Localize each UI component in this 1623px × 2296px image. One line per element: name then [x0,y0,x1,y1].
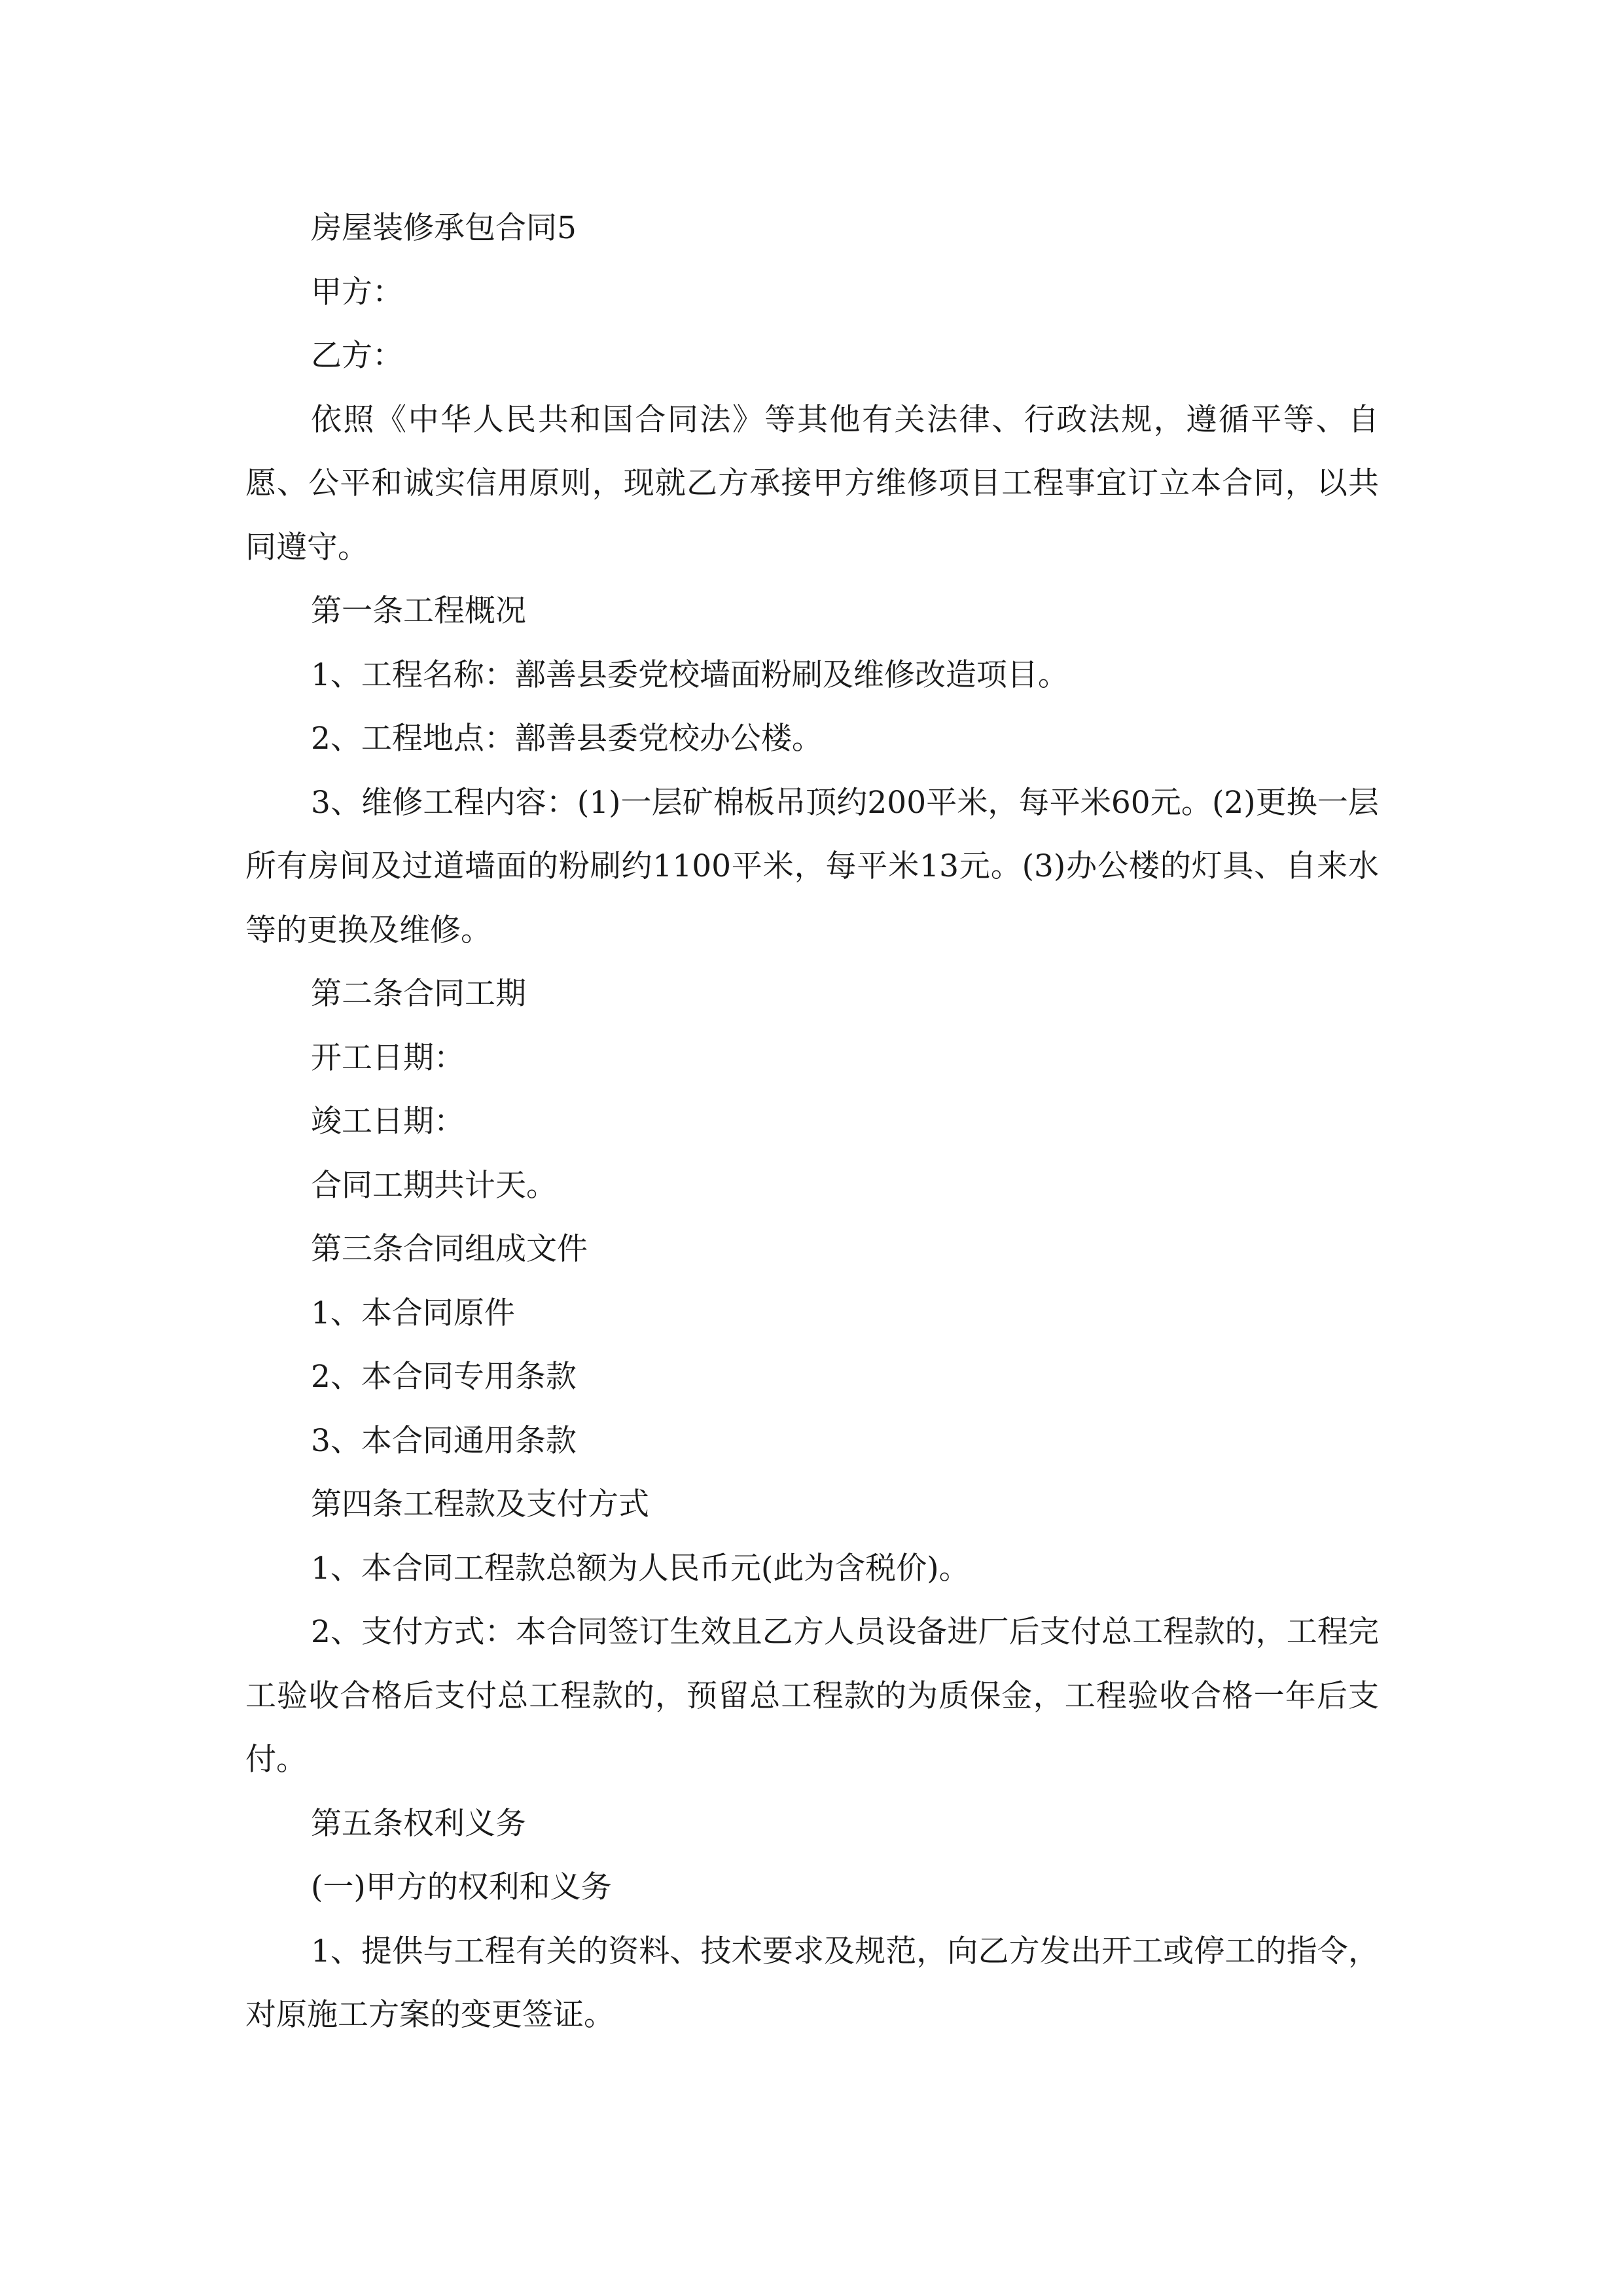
article5-sub1: (一)甲方的权利和义务 [311,1869,612,1905]
article3-item3: 3、本合同通用条款 [311,1422,577,1459]
document-body [245,196,1379,2047]
party-a-line: 甲方： [311,274,403,310]
article2-start-date: 开工日期： [311,1039,465,1076]
intro-paragraph: 依照《中华人民共和国合同法》等其他有关法律、行政法规，遵循平等、自愿、公平和诚实信用原则，现就乙方承接甲方维修项目工程事宜订立本合同，以共同遵守。 [245,401,1379,565]
party-b-line: 乙方： [311,338,403,374]
article4-item2: 2、支付方式：本合同签订生效且乙方人员设备进厂后支付总工程款的，工程完工验收合格后支付总工程款的，预留总工程款的为质保金，工程验收合格一年后支付。 [245,1614,1379,1778]
article4-item1: 1、本合同工程款总额为人民币元(此为含税价)。 [311,1550,970,1587]
article5-item1: 1、提供与工程有关的资料、技术要求及规范，向乙方发出开工或停工的指令，对原施工方案的变更签证。 [245,1933,1379,2033]
article2-end-date: 竣工日期： [311,1103,465,1139]
article5-heading: 第五条权利义务 [311,1805,526,1842]
article2-total: 合同工期共计天。 [311,1167,557,1204]
article3-item1: 1、本合同原件 [311,1295,515,1331]
document-title: 房屋装修承包合同5 [311,210,577,246]
article3-heading: 第三条合同组成文件 [311,1231,588,1267]
article1-item1: 1、工程名称：鄯善县委党校墙面粉刷及维修改造项目。 [311,656,1069,693]
article1-item3: 3、维修工程内容：(1)一层矿棉板吊顶约200平米，每平米60元。(2)更换一层所有房间及过道墙面的粉刷约1100平米，每平米13元。(3)办公楼的灯具、自来水等的更换及维修。 [245,784,1379,948]
article1-heading: 第一条工程概况 [311,593,526,629]
article1-item2: 2、工程地点：鄯善县委党校办公楼。 [311,721,823,757]
article2-heading: 第二条合同工期 [311,976,526,1012]
article3-item2: 2、本合同专用条款 [311,1359,577,1395]
article4-heading: 第四条工程款及支付方式 [311,1486,649,1522]
